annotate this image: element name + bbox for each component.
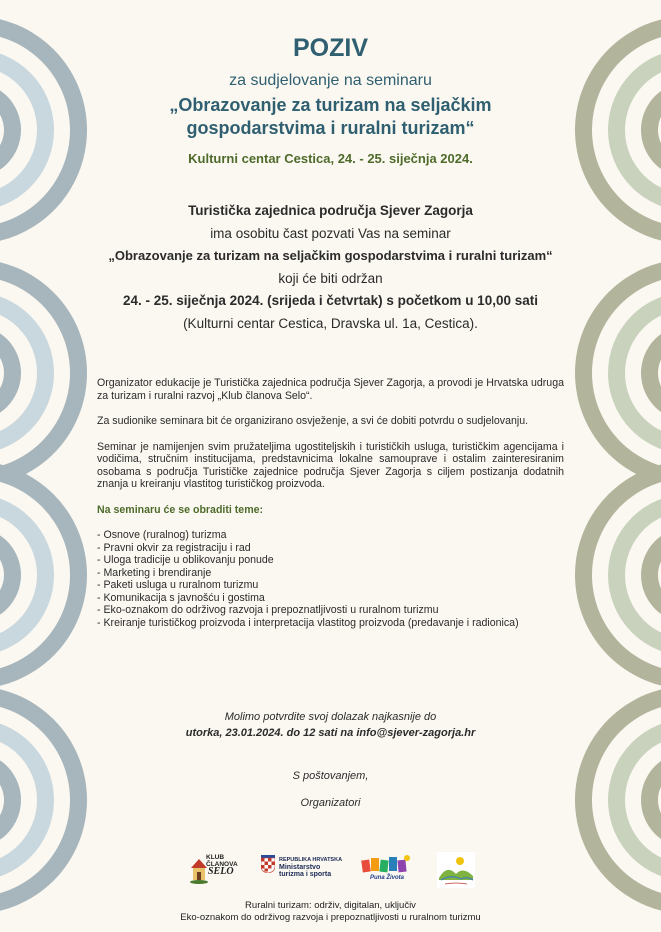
footer [0,900,661,923]
list-item: - Komunikacija s javnošću i gostima [97,591,265,604]
list-item: - Marketing i brendiranje [97,566,212,579]
ministry-line3: turizma i sporta [279,871,332,878]
invite-when: 24. - 25. siječnja 2024. (srijeda i četvrtak) s početkom u 10,00 sati [123,293,538,308]
topics-heading: Na seminaru će se obraditi teme: [97,503,264,516]
croatian-coat-of-arms-icon [261,855,275,873]
seminar-title-line2: gospodarstvima i ruralni turizam“ [186,118,475,138]
klub-logo-text: KLUB ČLANOVA [206,854,238,868]
invite-line4: koji će biti održan [278,270,383,286]
ministry-logo [261,855,343,885]
paragraph-organizer: Organizator edukacije je Turistička zajednica područja Sjever Zagorja, a provodi je Hrvatska udruga za turizam i ruralni razvoj „Klub članova Selo“. [97,377,564,402]
subtitle: za sudjelovanje na seminaru [229,72,432,89]
signature: Organizatori [300,797,361,809]
list-item: - Uloga tradicije u oblikovanju ponude [97,554,274,566]
venue-date: Kulturni centar Cestica, 24. - 25. siječnja 2024. [188,151,473,166]
list-item: - Paketi usluga u ruralnom turizmu [97,579,259,591]
invite-where: (Kulturni centar Cestica, Dravska ul. 1a, Cestica). [183,315,478,331]
rsvp-note [0,709,661,741]
sjever-zagorja-logo [437,852,475,888]
regards: S poštovanjem, [292,770,369,782]
footer-line1: Ruralni turizam: održiv, digitalan, uključiv [245,900,416,911]
invite-organizer: Turistička zajednica područja Sjever Zagorja [188,203,473,218]
invitation-block [90,200,571,335]
invite-line2: ima osobitu čast pozvati Vas na seminar [210,225,451,241]
klub-logo-text2: SELO [208,866,234,877]
seminar-title-line1: „Obrazovanje za turizam na seljačkim [169,95,492,115]
list-item: - Kreiranje turističkog proizvoda i interpretacija vlastitog proizvoda (predavanje i radionica) [97,616,519,629]
topics-list [97,529,564,629]
ministry-line1: REPUBLIKA HRVATSKA [279,857,343,863]
croatia-tourism-logo [360,854,412,888]
seminar-title [120,94,541,140]
footer-line2: Eko-oznakom do održivog razvoja i prepoznatljivosti u ruralnom turizmu [180,911,481,923]
croatia-colorful-logo-icon [360,854,412,876]
ministry-logo-text [279,857,342,878]
list-item: - Eko-oznakom do održivog razvoja i prepoznatljivosti u ruralnom turizmu [97,604,439,616]
croatia-logo-text: Puna Života [370,875,405,881]
rsvp-line2: utorka, 23.01.2024. do 12 sati na info@sjever-zagorja.hr [185,727,476,739]
page-title: POZIV [292,34,368,62]
list-item: - Pravni okvir za registraciju i rad [97,541,251,554]
list-item: - Osnove (ruralnog) turizma [97,529,227,541]
rsvp-line1: Molimo potvrdite svoj dolazak najkasnije do [224,711,437,723]
klub-clanova-selo-logo [190,854,236,884]
body-text [97,377,564,629]
sjever-zagorja-hills-icon [437,852,475,888]
invite-seminar: „Obrazovanje za turizam na seljačkim gospodarstvima i ruralni turizam“ [108,248,553,263]
paragraph-refreshment: Za sudionike seminara bit će organizirano osvježenje, a svi će dobiti potvrdu o sudjelovanju. [97,415,529,427]
ministry-line2: Ministarstvo [279,864,321,871]
partner-logos [0,851,661,891]
paragraph-audience: Seminar je namijenjen svim pružateljima ugostiteljskih i turističkih usluga, turističkim agencijama i vodičima, stručnim institucijama, predstavnicima lokalne samouprave i ostalim zainteresiranim osobama s područja Turističke zajednice područja Sjever Zagorja s ciljem postizanja dodatnih znanja u kreiranju vlastitog turističkog proizvoda. [97,440,564,490]
